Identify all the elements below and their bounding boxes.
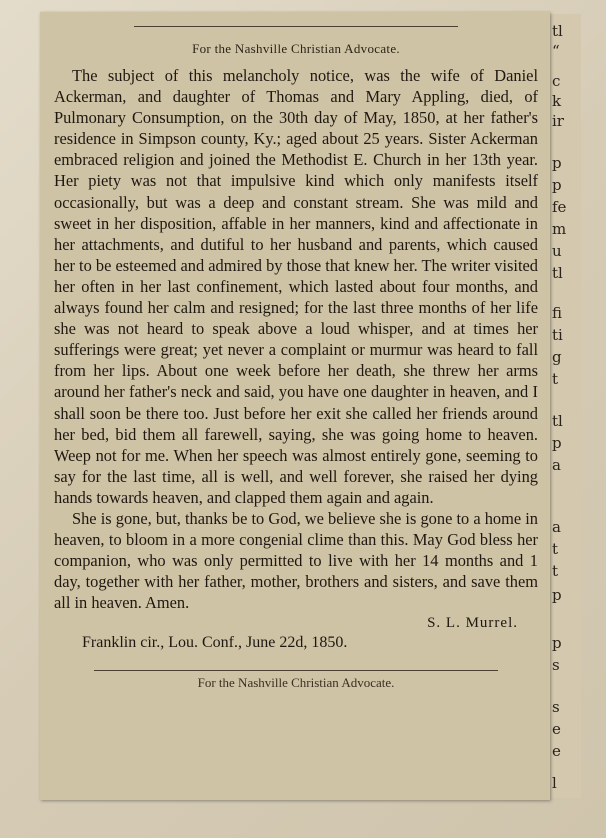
clipping-header: For the Nashville Christian Advocate. [192,41,400,56]
side-fragment: k [552,92,562,110]
obituary-body [54,65,538,613]
side-fragment: “ [552,42,560,60]
side-fragment: tl [552,412,563,430]
dateline: Franklin cir., Lou. Conf., June 22d, 1850. [82,634,348,652]
side-fragment: tl [552,22,563,40]
side-fragment: e [552,720,561,738]
obituary-paragraph: The subject of this melancholy notice, was the wife of Daniel Ackerman, and daughter of Thomas and Mary Appling, died, of Pulmonary Consumption, on the 30th day of May, 1850, at her father's residence in Simpson county, Ky.; aged about 25 years. Sister Ackerman embraced religion and joined the Methodist E. Church in her 13th year. Her piety was not that impulsive kind which only manifests itself occasionally, but was a deep and constant stream. She was mild and sweet in her disposition, affable in her manners, kind and affectionate in her attachments, and dutiful to her husband and parents, which caused her to be esteemed and admired by those that knew her. The writer visited her often in her last confinement, which lasted about four months, and always found her calm and resigned; for the last three months of her life she was not heard to speak above a loud whisper, and at times her sufferings were great; yet never a complaint or murmur was heard to fall from her lips. About one week before her death, she threw her arms around her father's neck and said, you have one daughter in heaven, and I shall soon be there too. Just before her exit she called her friends around her bed, bid them all farewell, saying, she was going home to heaven. Weep not for me. When her speech was almost entirely gone, seeming to say for the last time, all is well, and well forever, she raised her dying hands towards heaven, and clapped them again and again. [54,66,538,507]
side-fragment: p [552,176,562,194]
side-fragment: ir [552,112,564,130]
obituary-paragraph: She is gone, but, thanks be to God, we believe she is gone to a home in heaven, to bloom in a more congenial clime than this. May God bless her companion, who was only permitted to live with her 14 months and 1 day, together with her father, mother, brothers and sisters, and save them all in heaven. Amen. [54,508,538,613]
author-signature: S. L. Murrel. [427,615,518,632]
side-fragment: s [552,698,560,716]
side-fragment: a [552,456,561,474]
side-fragment: l [552,774,557,792]
side-fragment: s [552,656,560,674]
side-fragment: c [552,72,561,90]
header-rule [134,26,458,27]
newspaper-clipping [40,12,550,800]
side-fragment: m [552,220,567,238]
clipping-footer: For the Nashville Christian Advocate. [197,675,395,691]
side-fragment: p [552,586,562,604]
side-fragment: u [552,242,562,260]
side-fragment: ti [552,326,563,344]
side-fragment: t [552,540,559,558]
side-fragment: fi [552,304,563,322]
side-fragment: p [552,154,562,172]
side-fragment: a [552,518,561,536]
side-fragment: g [552,348,562,366]
side-fragment: p [552,434,562,452]
side-fragment: e [552,742,561,760]
side-fragment: fe [552,198,567,216]
footer-rule [94,670,498,671]
side-fragment: p [552,634,562,652]
side-fragment: t [552,562,559,580]
side-fragment: tl [552,264,563,282]
side-fragment: t [552,370,559,388]
